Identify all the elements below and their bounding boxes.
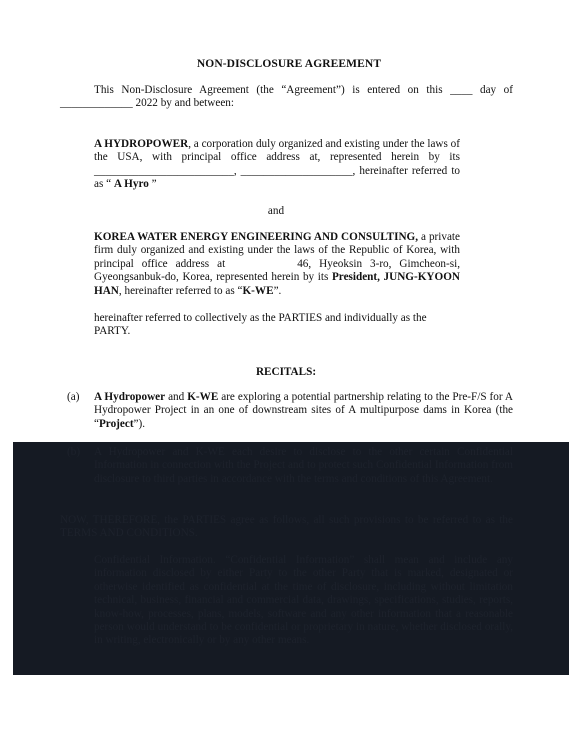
party-b-representative: President, JUNG-KYOON HAN	[94, 271, 460, 297]
and-label: and	[267, 205, 285, 217]
intro-line-1: This Non-Disclosure Agreement (the “Agreement”) is entered on this ____ day of	[94, 84, 513, 96]
recital-a-name-1: A Hydropower	[94, 391, 166, 403]
party-a-text-2: to as “	[94, 164, 461, 191]
recital-a-text-3: ”).	[133, 417, 146, 430]
party-a-name: A HYDROPOWER	[94, 138, 189, 150]
intro-line-2: _____________ 2022 by and between:	[60, 97, 235, 110]
intro-paragraph	[60, 84, 513, 111]
recitals-heading: RECITALS:	[255, 366, 317, 378]
document-title: NON-DISCLOSURE AGREEMENT	[196, 58, 382, 70]
party-b-name: KOREA WATER ENERGY ENGINEERING AND CONSULTING,	[94, 231, 419, 243]
now-therefore-paragraph: NOW, THEREFORE, the PARTIES agree as follows, all such provisions to be referred to as the TERMS AND CONDITIONS.	[60, 514, 513, 540]
party-b-short-name: K-WE	[242, 284, 274, 297]
recital-a-project: Project	[98, 417, 134, 430]
party-b-paragraph	[94, 231, 460, 298]
recital-b-label: (b)	[67, 446, 81, 458]
recital-a-text-1: and	[165, 391, 188, 403]
recital-a-text-2: are exploring a potential partnership relating to the Pre-F/S for A Hydropower Project in an one of downstream sites of A multipurpose dams in Korea (the “	[94, 391, 513, 430]
party-b-address: 46, Hyeoksin 3-ro, Gimcheon-si, Gyeongsanbuk-do, Korea, represented herein by its	[94, 257, 461, 284]
redaction-overlay	[13, 442, 569, 675]
party-a-blanks: _________________________, ____________________, hereinafter referred	[94, 164, 448, 177]
recital-a-paragraph	[94, 391, 513, 431]
party-b-text-1: a private firm duly organized and existing under the laws of the Republic of Korea, with principal office address at	[94, 231, 460, 270]
party-a-paragraph	[94, 138, 460, 192]
party-b-text-3: ”.	[273, 284, 282, 297]
party-b-text-2: , hereinafter referred to as “	[118, 284, 243, 297]
party-a-text-3: ”	[148, 178, 157, 191]
recital-b-paragraph: A Hydropower and K-WE each desire to disclose to the other certain Confidential Information in connection with the Project and to protect such Confidential Information from disclosure to third parties in accordance with the terms and conditions of this Agreement.	[94, 446, 513, 485]
recital-a-label: (a)	[67, 391, 80, 403]
recital-a-name-2: K-WE	[187, 391, 219, 403]
clause-1-paragraph: Confidential Information. “Confidential Information” shall mean and include any information disclosed by either Party to the other Party that is marked, designated or otherwise identified as confidential at the time of disclosure, including without limitation technical, business, financial and commercial data, drawings, specifications, studies, reports, know-how, processes, plans, models, software and any other information that a reasonable person would understand to be confidential or proprietary in nature, whether disclosed orally, in writing, electronically or by any other means.	[94, 554, 513, 647]
party-a-text-1: , a corporation duly organized and existing under the laws of the USA, with principal office address at, represented herein by its	[94, 138, 460, 164]
collective-paragraph: hereinafter referred to collectively as the PARTIES and individually as the PARTY.	[94, 312, 427, 338]
party-a-short-name: A Hyro	[113, 178, 149, 191]
